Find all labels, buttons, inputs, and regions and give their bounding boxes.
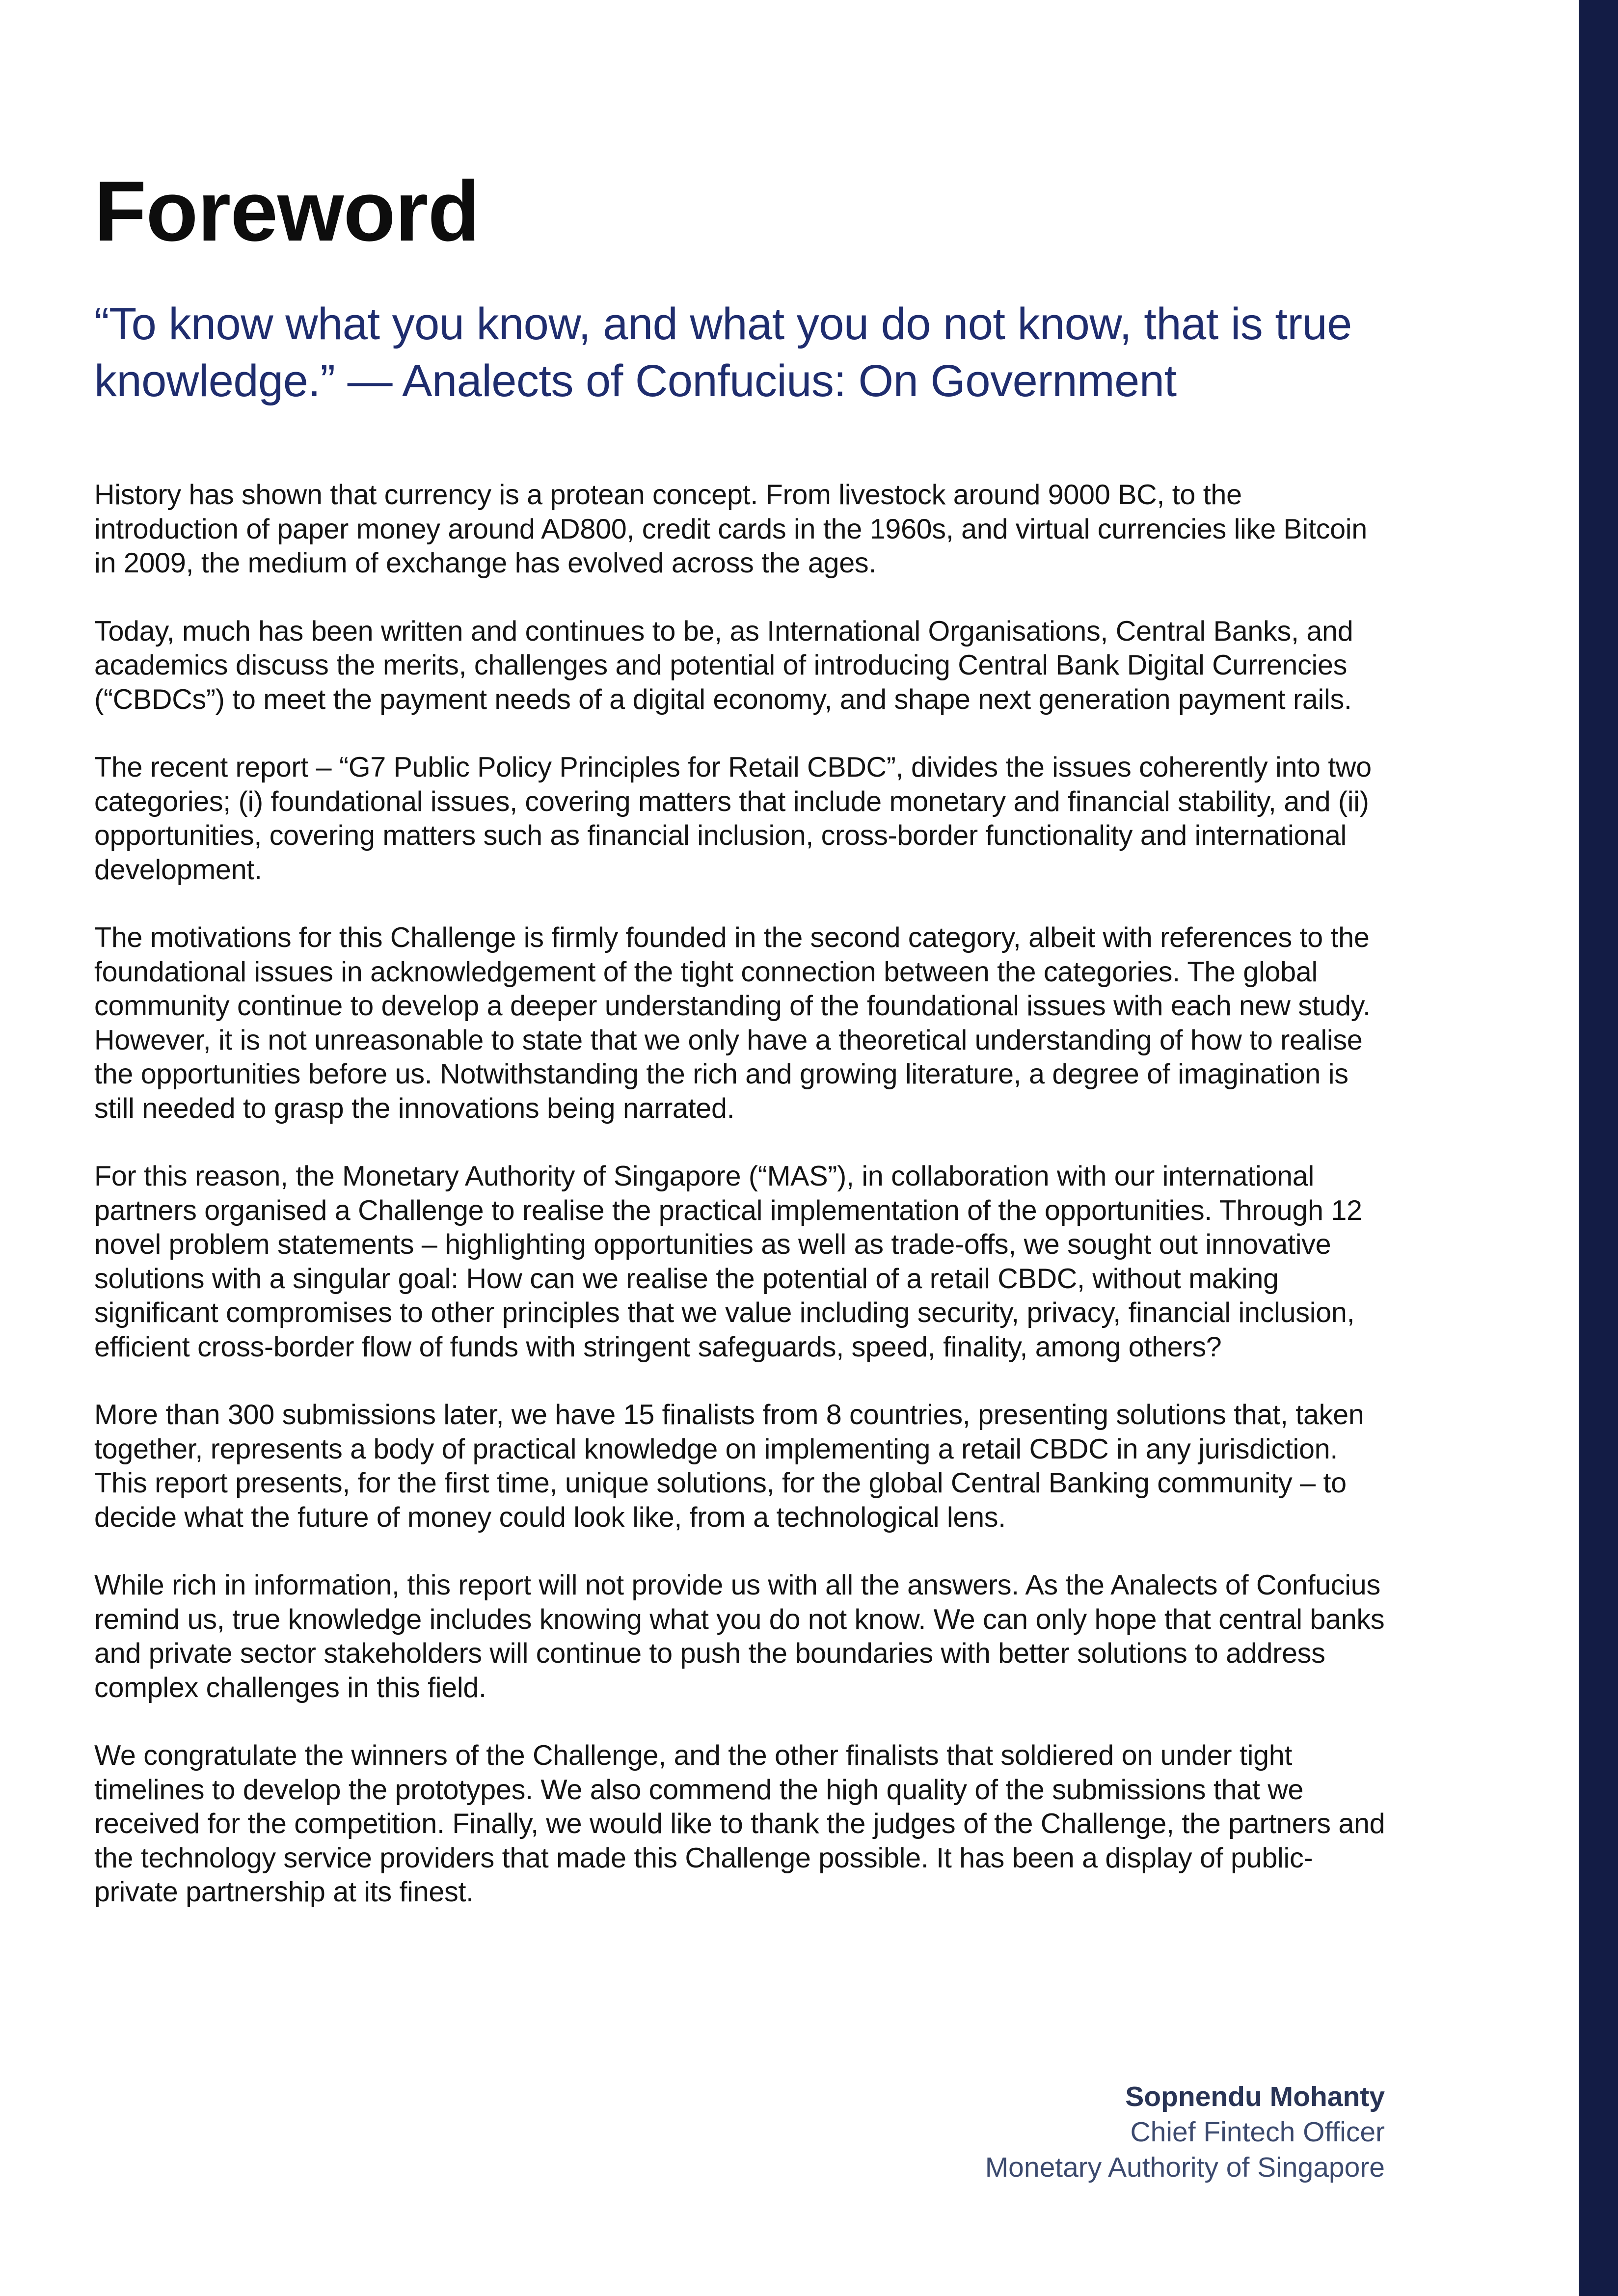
- page-title: Foreword: [94, 163, 480, 259]
- paragraph-motivations: The motivations for this Challenge is firmly founded in the second category, albeit with references to the foundational issues in acknowledgement of the tight connection between the categories. The global community continue to develop a deeper understanding of the foundational issues with each new study. However, it is not unreasonable to state that we only have a theoretical understanding of how to realise the opportunities before us. Notwithstanding the rich and growing literature, a degree of imagination is still needed to grasp the innovations being narrated.: [94, 922, 1371, 1124]
- side-color-band: [1579, 0, 1618, 2296]
- signature-block: [985, 2079, 1385, 2185]
- paragraph-today: Today, much has been written and continues to be, as International Organisations, Central Banks, and academics discuss the merits, challenges and potential of introducing Central Bank Digital Currencies (“CBDCs”) to meet the payment needs of a digital economy, and shape next generation payment rails.: [94, 615, 1353, 715]
- epigraph-quote: “To know what you know, and what you do not know, that is true knowledge.” — Analects of Confucius: On Government: [94, 299, 1352, 406]
- foreword-content: [94, 162, 1390, 1944]
- paragraph-history: History has shown that currency is a protean concept. From livestock around 9000 BC, to the introduction of paper money around AD800, credit cards in the 1960s, and virtual currencies like Bitcoin in 2009, the medium of exchange has evolved across the ages.: [94, 479, 1367, 579]
- signatory-organisation: Monetary Authority of Singapore: [985, 2152, 1385, 2183]
- paragraph-mas-challenge: For this reason, the Monetary Authority of Singapore (“MAS”), in collaboration with our international partners organised a Challenge to realise the practical implementation of the opportunities. Through 12 novel problem statements – highlighting opportunities as well as trade-offs, we sought out innovative solutions with a singular goal: How can we realise the potential of a retail CBDC, without making significant compromises to other principles that we value including security, privacy, financial inclusion, efficient cross-border flow of funds with stringent safeguards, speed, finality, among others?: [94, 1161, 1362, 1363]
- paragraph-g7-report: The recent report – “G7 Public Policy Principles for Retail CBDC”, divides the issues coherently into two categories; (i) foundational issues, covering matters that include monetary and financial stability, and (ii) opportunities, covering matters such as financial inclusion, cross-border functionality and international development.: [94, 752, 1372, 886]
- paragraph-knowledge: While rich in information, this report will not provide us with all the answers. As the Analects of Confucius remind us, true knowledge includes knowing what you do not know. We can only hope that central banks and private sector stakeholders will continue to push the boundaries with better solutions to address complex challenges in this field.: [94, 1569, 1385, 1703]
- signatory-name: Sopnendu Mohanty: [1125, 2081, 1385, 2112]
- paragraph-submissions: More than 300 submissions later, we have 15 finalists from 8 countries, presenting solutions that, taken together, represents a body of practical knowledge on implementing a retail CBDC in any jurisdiction. This report presents, for the first time, unique solutions, for the global Central Banking community – to decide what the future of money could look like, from a technological lens.: [94, 1399, 1364, 1533]
- body-text: [94, 478, 1390, 1910]
- signatory-role: Chief Fintech Officer: [1130, 2116, 1385, 2148]
- paragraph-congratulations: We congratulate the winners of the Challenge, and the other finalists that soldiered on under tight timelines to develop the prototypes. We also commend the high quality of the submissions that we received for the competition. Finally, we would like to thank the judges of the Challenge, the partners and the technology service providers that made this Challenge possible. It has been a display of public-private partnership at its finest.: [94, 1740, 1385, 1908]
